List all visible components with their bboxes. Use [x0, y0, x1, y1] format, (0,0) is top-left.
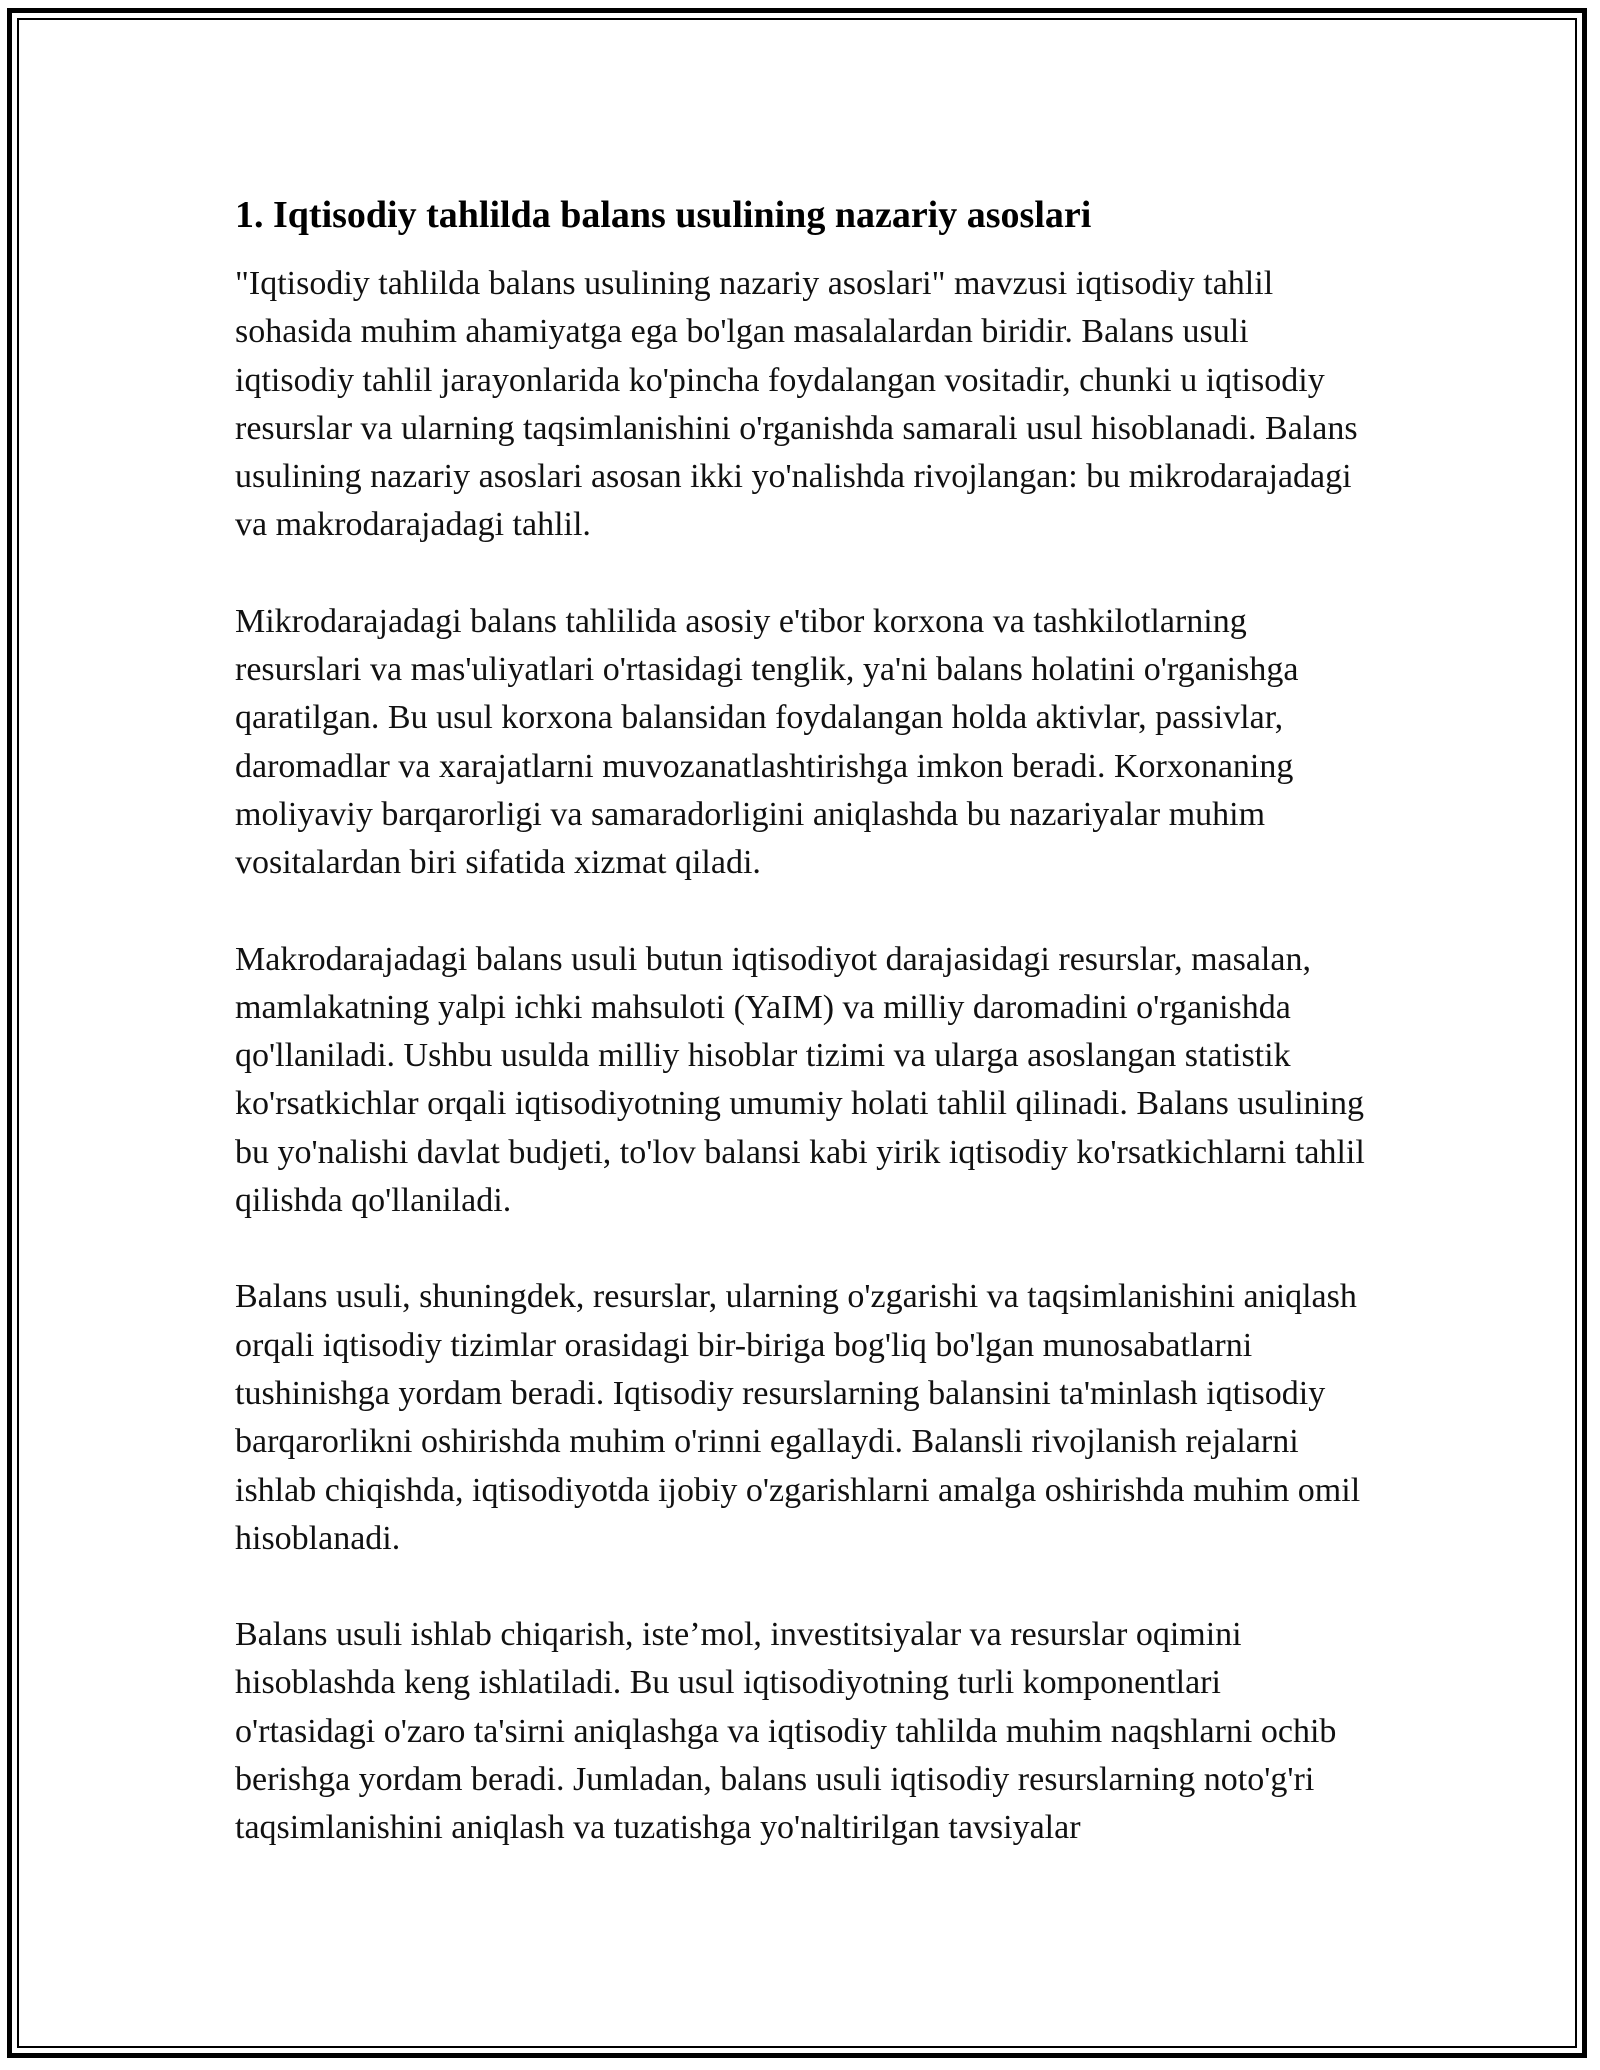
- paragraph-resource-relations: Balans usuli, shuningdek, resurslar, ularning o'zgarishi va taqsimlanishini aniqlash orqali iqtisodiy tizimlar orasidagi bir-biriga bog'liq bo'lgan munosabatlarni tushinishga yordam beradi. Iqtisodiy resurslarning balansini ta'minlash iqtisodiy barqarorlikni oshirishda muhim o'rinni egallaydi. Balansli rivojlanish rejalarni ishlab chiqishda, iqtisodiyotda ijobiy o'zgarishlarni amalga oshirishda muhim omil hisoblanadi.: [235, 1278, 1361, 1557]
- paragraph-applications: Balans usuli ishlab chiqarish, iste’mol, investitsiyalar va resurslar oqimini hisoblashda keng ishlatiladi. Bu usul iqtisodiyotning turli komponentlari o'rtasidagi o'zaro ta'sirni aniqlashga va iqtisodiy tahlilda muhim naqshlarni ochib berishga yordam beradi. Jumladan, balans usuli iqtisodiy resurslarning noto'g'ri taqsimlanishini aniqlash va tuzatishga yo'naltirilgan tavsiyalar: [235, 1616, 1337, 1847]
- document-body: [235, 190, 1365, 1853]
- section-heading: 1. Iqtisodiy tahlilda balans usulining nazariy asoslari: [235, 194, 1092, 236]
- paragraph-micro-level: Mikrodarajadagi balans tahlilida asosiy e'tibor korxona va tashkilotlarning resurslari va mas'uliyatlari o'rtasidagi tenglik, ya'ni balans holatini o'rganishga qaratilgan. Bu usul korxona balansidan foydalangan holda aktivlar, passivlar, daromadlar va xarajatlarni muvozanatlashtirishga imkon beradi. Korxonaning moliyaviy barqarorligi va samaradorligini aniqlashda bu nazariyalar muhim vositalardan biri sifatida xizmat qiladi.: [235, 602, 1299, 882]
- paragraph-intro: "Iqtisodiy tahlilda balans usulining nazariy asoslari" mavzusi iqtisodiy tahlil sohasida muhim ahamiyatga ega bo'lgan masalalardan biridir. Balans usuli iqtisodiy tahlil jarayonlarida ko'pincha foydalangan vositadir, chunki u iqtisodiy resurslar va ularning taqsimlanishini o'rganishda samarali usul hisoblanadi. Balans usulining nazariy asoslari asosan ikki yo'nalishda rivojlangan: bu mikrodarajadagi va makrodarajadagi tahlil.: [235, 265, 1358, 544]
- paragraph-macro-level: Makrodarajadagi balans usuli butun iqtisodiyot darajasidagi resurslar, masalan, mamlakatning yalpi ichki mahsuloti (YaIM) va milliy daromadini o'rganishda qo'llaniladi. Ushbu usulda milliy hisoblar tizimi va ularga asoslangan statistik ko'rsatkichlar orqali iqtisodiyotning umumiy holati tahlil qilinadi. Balans usulining bu yo'nalishi davlat budjeti, to'lov balansi kabi yirik iqtisodiy ko'rsatkichlarni tahlil qilishda qo'llaniladi.: [235, 940, 1365, 1220]
